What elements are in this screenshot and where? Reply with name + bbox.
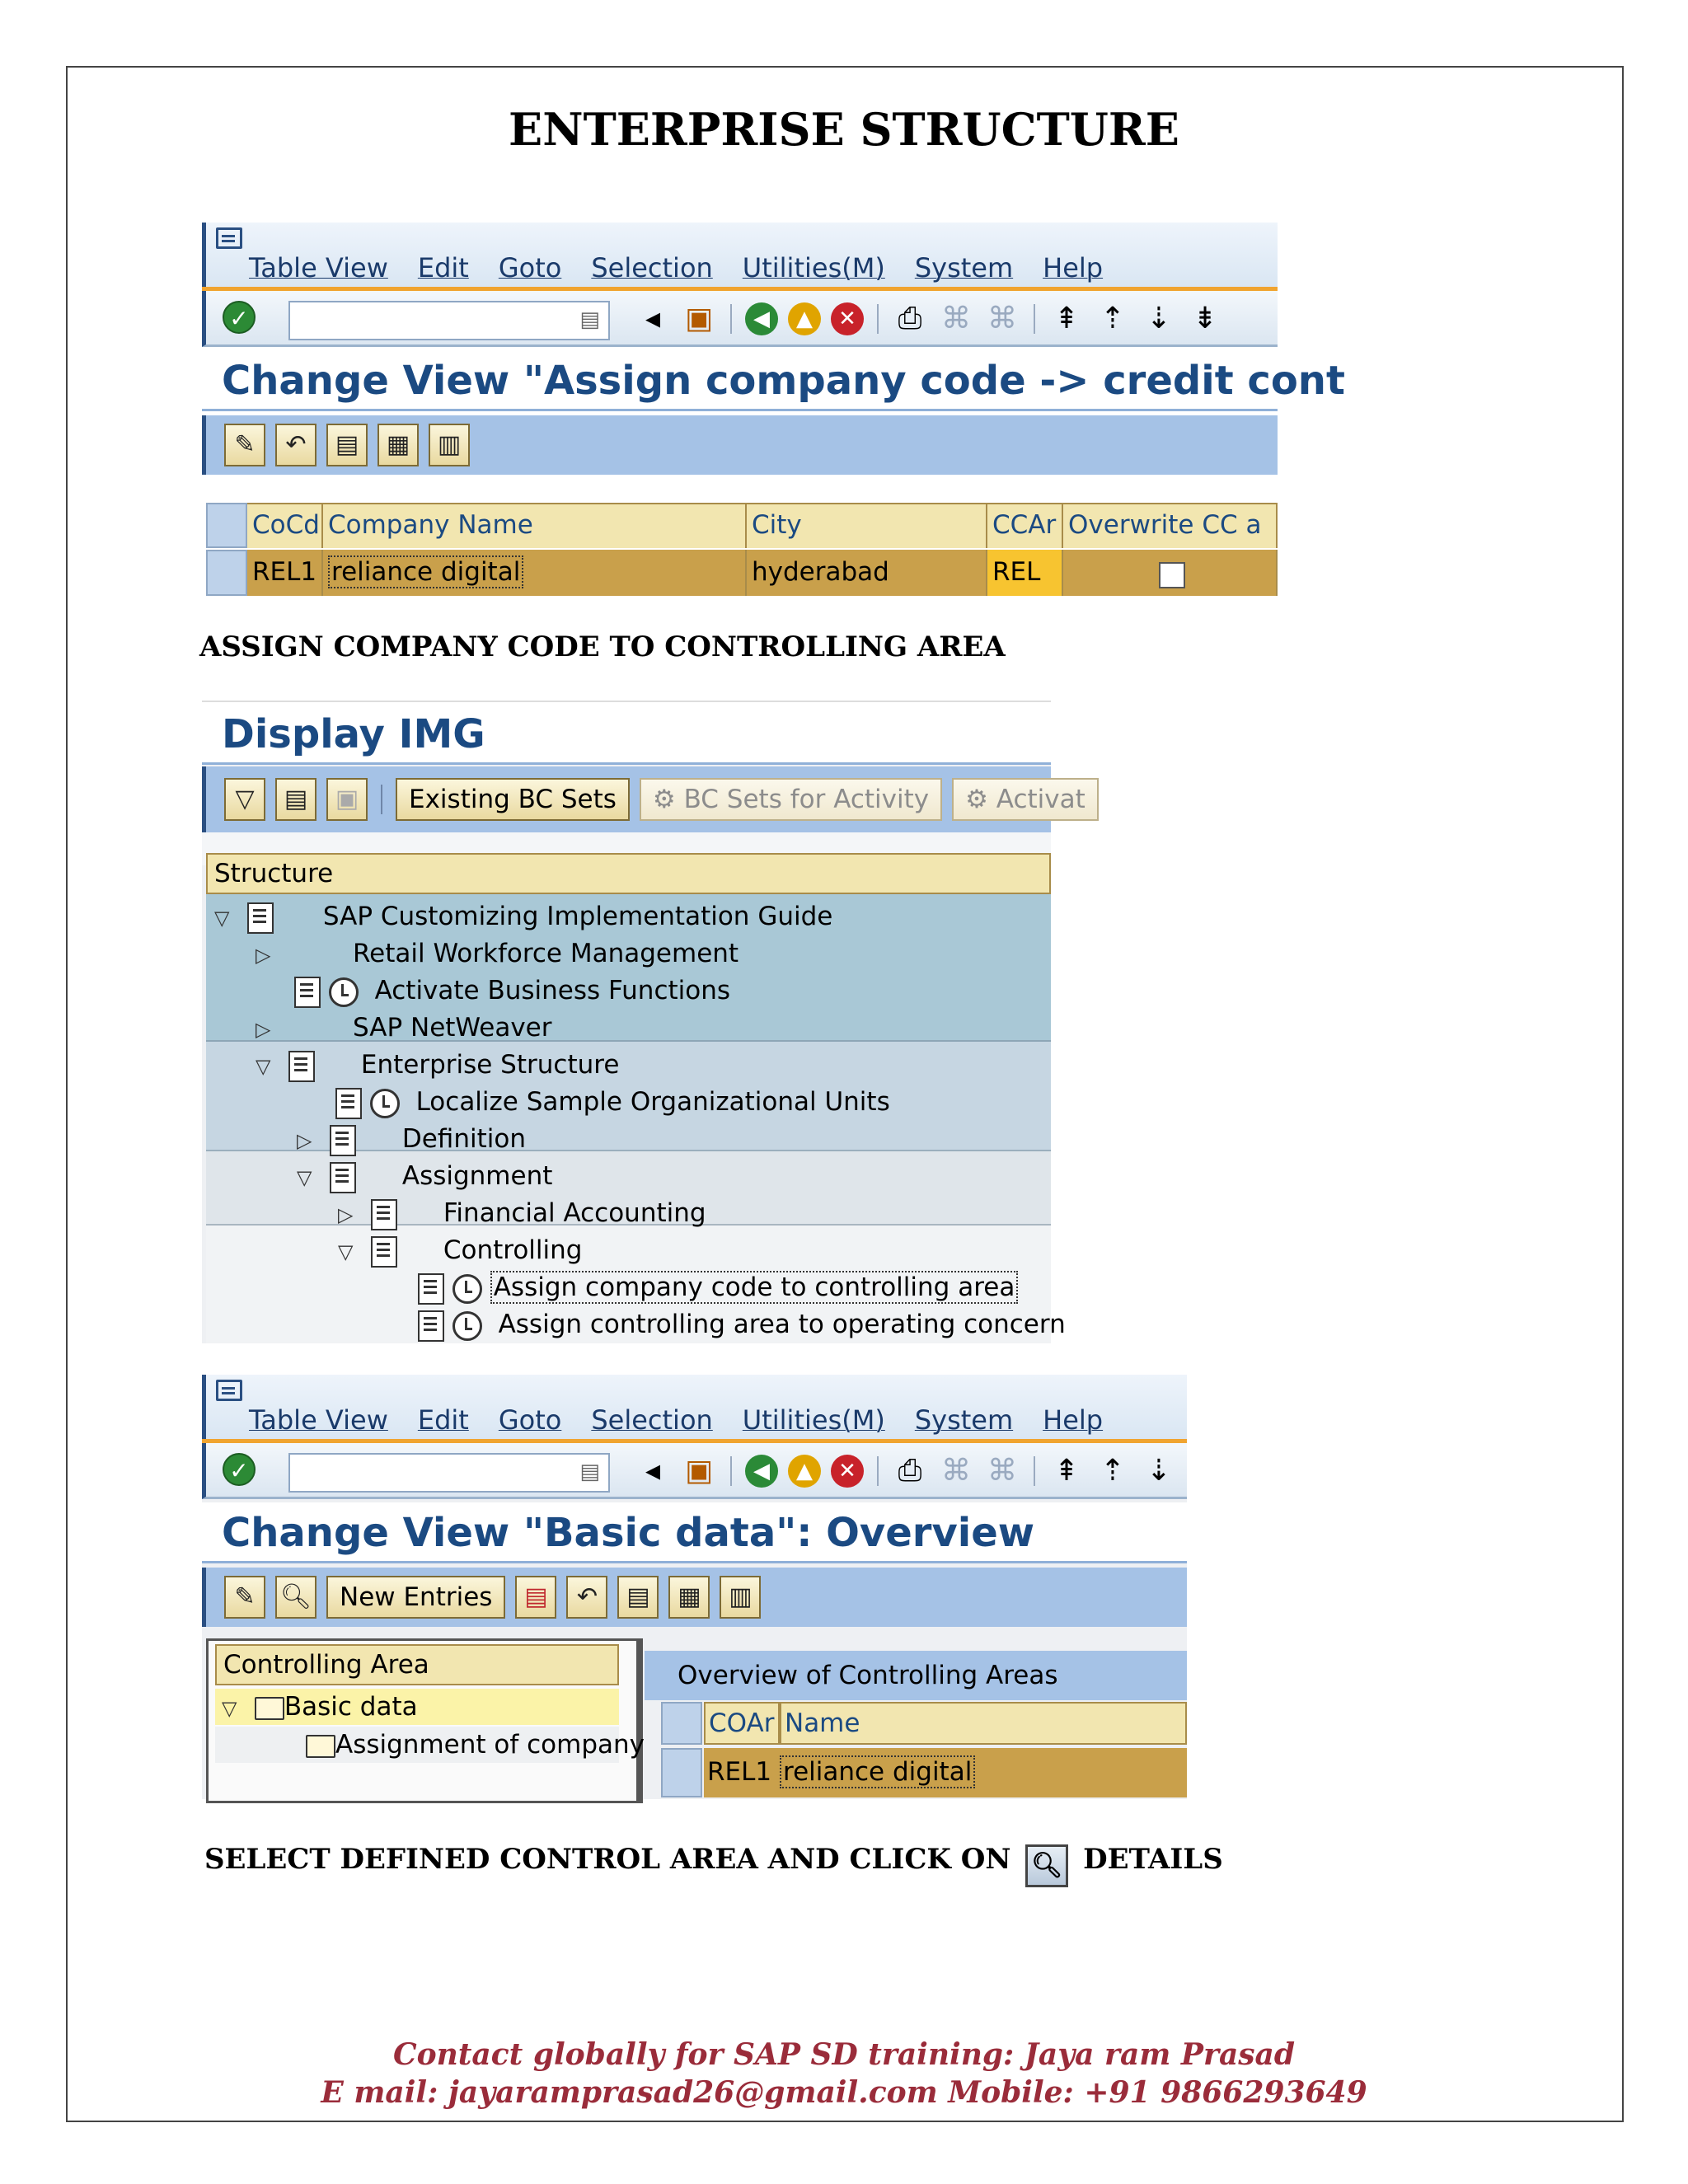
menu-selection[interactable]: Selection — [591, 1404, 713, 1436]
deselect-all-icon[interactable]: ▥ — [429, 424, 470, 466]
cancel-icon[interactable]: ✕ — [831, 1455, 864, 1488]
menu-goto[interactable]: Goto — [498, 252, 562, 284]
select-all-icon[interactable]: ▤ — [617, 1576, 659, 1619]
existing-bc-sets-button[interactable]: Existing BC Sets — [396, 778, 630, 821]
bc-sets-activity-button[interactable]: ⚙ BC Sets for Activity — [640, 778, 942, 821]
menu-help[interactable]: Help — [1043, 252, 1104, 284]
collapse-icon[interactable]: ▽ — [338, 1240, 354, 1263]
collapse-icon[interactable]: ▽ — [222, 1697, 237, 1720]
col-coar[interactable]: COAr — [704, 1702, 780, 1745]
img-toolbar — [202, 766, 1085, 832]
heading-assign-company-code: ASSIGN COMPANY CODE TO CONTROLLING AREA — [199, 630, 1006, 663]
document-icon — [330, 1125, 356, 1156]
tree-node[interactable]: ▷ Retail Workforce Management — [256, 935, 738, 972]
screenshot-basic-data — [202, 1375, 1187, 1799]
clock-icon — [370, 1089, 400, 1118]
overview-title: Overview of Controlling Areas — [645, 1651, 1187, 1700]
tree-node[interactable]: Localize Sample Organizational Units — [335, 1084, 890, 1121]
menu-edit[interactable]: Edit — [417, 1404, 469, 1436]
next-page-icon[interactable]: ⇣ — [1146, 1454, 1172, 1488]
command-field[interactable] — [288, 301, 610, 340]
find-icon[interactable]: ⌘ — [941, 1454, 971, 1488]
expand-node-icon[interactable]: ▷ — [256, 944, 271, 967]
clock-icon — [329, 977, 359, 1007]
cell-ccar[interactable]: REL — [987, 550, 1063, 596]
edit-pencil-icon[interactable]: ✎ — [224, 1576, 265, 1619]
tree-node[interactable]: ▽ Enterprise Structure — [256, 1047, 619, 1084]
select-all-rows[interactable] — [661, 1702, 702, 1745]
heading-select-control-area: SELECT DEFINED CONTROL AREA AND CLICK ON 🔍︎ DETAILS — [204, 1843, 1223, 1887]
dialog-structure-pane — [206, 1638, 643, 1803]
print-icon[interactable]: ⎙ — [898, 302, 922, 335]
expand-node-icon[interactable]: ▷ — [297, 1129, 312, 1152]
document-icon — [418, 1310, 444, 1342]
col-name[interactable]: Name — [780, 1702, 1187, 1745]
tree-node[interactable]: ▽ Controlling — [338, 1232, 582, 1269]
controlling-area-header: Controlling Area — [215, 1644, 619, 1685]
footer-email-line: E mail: jayaramprasad26@gmail.com Mobile: +91 9866293649 — [321, 2075, 1367, 2110]
first-page-icon[interactable]: ⇞ — [1053, 1454, 1080, 1488]
structure-header: Structure — [206, 853, 1051, 894]
document-icon — [330, 1162, 356, 1193]
cell-coar: REL1 — [707, 1757, 772, 1787]
menu-table-view[interactable]: Table View — [249, 1404, 388, 1436]
expand-node-icon[interactable]: ▷ — [338, 1203, 354, 1226]
table-row[interactable] — [704, 1748, 1187, 1797]
menu-system[interactable]: System — [914, 252, 1014, 284]
command-field[interactable] — [288, 1453, 610, 1493]
details-icon[interactable]: 🔍︎ — [275, 1576, 316, 1619]
menu-bar — [202, 223, 1278, 288]
application-toolbar — [202, 1568, 1187, 1627]
screen-title: Change View "Assign company code -> credit cont — [202, 350, 1278, 411]
find-next-icon[interactable]: ⌘ — [987, 302, 1017, 335]
footer-contact-line: Contact globally for SAP SD training: Jaya ram Prasad — [392, 2037, 1296, 2072]
expand-node-icon[interactable]: ▷ — [256, 1018, 271, 1041]
enter-icon[interactable]: ✓ — [223, 1453, 256, 1486]
select-block-icon[interactable]: ▦ — [668, 1576, 710, 1619]
controlling-area-table — [645, 1702, 1187, 1799]
collapse-icon[interactable]: ▽ — [256, 1055, 271, 1078]
tree-node[interactable]: ▷ Definition — [297, 1121, 526, 1158]
row-selector[interactable] — [661, 1748, 702, 1797]
cancel-icon[interactable]: ✕ — [831, 302, 864, 335]
menu-edit[interactable]: Edit — [417, 252, 469, 284]
last-page-icon[interactable]: ⇟ — [1192, 302, 1218, 335]
col-city[interactable]: City — [747, 503, 987, 548]
assignment-node[interactable]: Assignment of company — [215, 1727, 619, 1763]
screen-title: Change View "Basic data": Overview — [202, 1502, 1187, 1563]
system-toolbar — [202, 291, 1278, 347]
undo-icon[interactable]: ↶ — [275, 424, 316, 466]
print-icon[interactable]: ⎙ — [898, 1454, 922, 1488]
enter-icon[interactable]: ✓ — [223, 301, 256, 334]
menu-icon[interactable] — [216, 227, 242, 249]
tree-node[interactable]: ▽ Assignment — [297, 1158, 552, 1195]
back-icon[interactable]: ◀ — [745, 302, 778, 335]
document-icon — [335, 1088, 362, 1119]
img-title: Display IMG — [202, 701, 1051, 765]
copy-as-icon[interactable]: ▤ — [515, 1576, 556, 1619]
document-icon — [294, 977, 321, 1008]
exit-icon[interactable]: ▲ — [788, 302, 821, 335]
expand-icon[interactable]: ▽ — [224, 778, 265, 821]
bc-icon: ⚙ — [652, 785, 684, 814]
undo-icon[interactable]: ↶ — [566, 1576, 607, 1619]
screenshot-display-img — [202, 701, 1085, 1343]
document-icon — [371, 1199, 397, 1230]
clock-icon — [452, 1311, 482, 1341]
select-block-icon[interactable]: ▦ — [377, 424, 419, 466]
img-extra-icon[interactable]: ▣ — [326, 778, 368, 821]
menu-utilities[interactable]: Utilities(M) — [742, 252, 885, 284]
find-icon[interactable]: ⌘ — [941, 302, 971, 335]
details-icon: 🔍︎ — [1025, 1844, 1068, 1887]
menu-table-view[interactable]: Table View — [249, 252, 388, 284]
document-icon — [288, 1051, 315, 1082]
basic-data-node[interactable]: ▽ Basic data — [215, 1689, 619, 1725]
col-ccar[interactable]: CCAr — [987, 503, 1063, 548]
collapse-icon[interactable]: ▽ — [214, 907, 230, 930]
company-code-table — [206, 503, 1278, 598]
edit-pencil-icon[interactable]: ✎ — [224, 424, 265, 466]
collapse-icon[interactable]: ▽ — [297, 1166, 312, 1189]
tree-node[interactable]: ▷ Financial Accounting — [338, 1195, 706, 1232]
img-info-icon[interactable]: ▤ — [275, 778, 316, 821]
tree-node[interactable]: Activate Business Functions — [294, 972, 730, 1010]
previous-page-icon[interactable]: ⇡ — [1100, 1454, 1126, 1488]
save-icon[interactable]: ▣ — [684, 302, 713, 335]
deselect-all-icon[interactable]: ▥ — [720, 1576, 761, 1619]
menu-selection[interactable]: Selection — [591, 252, 713, 284]
document-title: ENTERPRISE STRUCTURE — [509, 103, 1179, 156]
cell-name[interactable]: reliance digital — [780, 1755, 975, 1788]
menu-goto[interactable]: Goto — [498, 1404, 562, 1436]
save-icon[interactable]: ▣ — [684, 1454, 713, 1488]
bc-icon-2: ⚙ — [965, 785, 996, 814]
col-cocd[interactable]: CoCd — [247, 503, 323, 548]
system-toolbar — [202, 1443, 1187, 1499]
menu-bar — [202, 1375, 1187, 1441]
menu-help[interactable]: Help — [1043, 1404, 1104, 1436]
tree-node[interactable]: ▷ SAP NetWeaver — [256, 1010, 552, 1047]
menu-system[interactable]: System — [914, 1404, 1014, 1436]
previous-page-icon[interactable]: ⇡ — [1100, 302, 1126, 335]
exit-icon[interactable]: ▲ — [788, 1455, 821, 1488]
screenshot-assign-credit-control — [202, 223, 1345, 598]
first-page-icon[interactable]: ⇞ — [1053, 302, 1080, 335]
tree-node[interactable]: ▽ SAP Customizing Implementation Guide — [214, 898, 832, 935]
tree-node-selected[interactable]: Assign company code to controlling area — [418, 1269, 1018, 1306]
folder-icon — [306, 1735, 335, 1758]
clock-icon — [452, 1274, 482, 1304]
cell-city[interactable]: hyderabad — [747, 550, 987, 596]
open-folder-icon — [255, 1697, 284, 1720]
back-arrow-icon[interactable]: ◂ — [645, 1454, 661, 1488]
col-overwrite[interactable]: Overwrite CC a — [1063, 503, 1278, 548]
find-next-icon[interactable]: ⌘ — [987, 1454, 1017, 1488]
table-row[interactable] — [206, 550, 1278, 596]
select-all-icon[interactable]: ▤ — [326, 424, 368, 466]
back-icon[interactable]: ◀ — [745, 1455, 778, 1488]
document-icon — [247, 902, 274, 934]
cell-company-name[interactable]: reliance digital — [328, 555, 523, 588]
row-selector[interactable] — [206, 550, 247, 596]
activat-button[interactable]: ⚙ Activat — [952, 778, 1099, 821]
tree-node[interactable]: Assign controlling area to operating concern — [418, 1306, 1066, 1343]
back-arrow-icon[interactable]: ◂ — [645, 302, 661, 335]
document-icon — [418, 1273, 444, 1305]
next-page-icon[interactable]: ⇣ — [1146, 302, 1172, 335]
overwrite-checkbox[interactable] — [1159, 562, 1185, 588]
new-entries-button[interactable]: New Entries — [326, 1576, 505, 1619]
cell-cocd: REL1 — [247, 550, 323, 596]
select-all-rows[interactable] — [206, 503, 247, 548]
col-company-name[interactable]: Company Name — [323, 503, 747, 548]
application-toolbar — [202, 415, 1278, 475]
document-icon — [371, 1236, 397, 1268]
menu-utilities[interactable]: Utilities(M) — [742, 1404, 885, 1436]
menu-icon[interactable] — [216, 1380, 242, 1401]
